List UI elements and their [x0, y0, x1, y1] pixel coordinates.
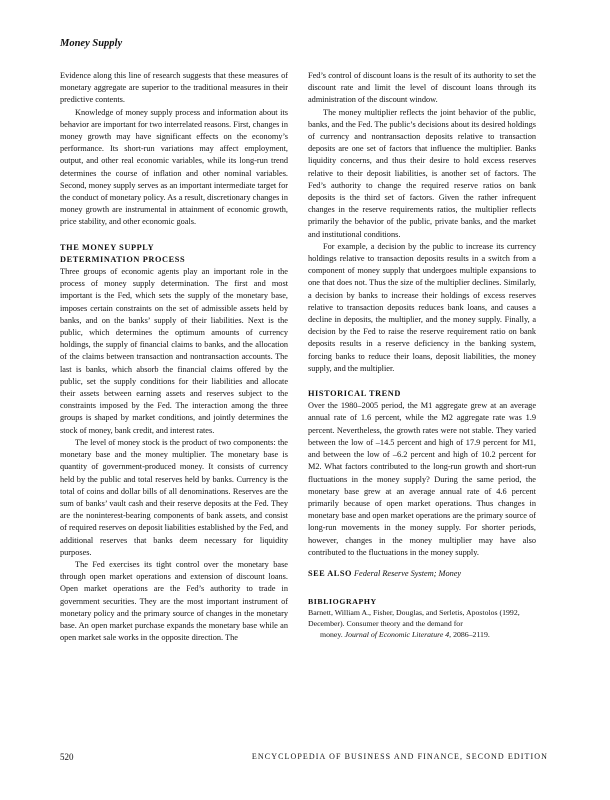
bibliography-entry [308, 607, 536, 640]
continuation-paragraph: Fed’s control of discount loans is the result of its authority to set the discount rate and limit the level of discount loans through its administration of the discount window. [308, 71, 536, 105]
level-paragraph: The level of money stock is the product of two components: the monetary base and the money multiplier. The monetary base is quantity of government-produced money. It consists of currency held by the public and total reserves held by banks. Currency is the total of coins and dollar bills of all denominations. Reserves are the sum of banks’ vault cash and their reserve deposits at the Fed. They are the noninterest-bearing components of bank assets, and consist of required reserves on deposit liabilities established by the Fed, and additional reserves that banks deem necessary for liquidity purposes. [60, 437, 288, 557]
example-paragraph: For example, a decision by the public to increase its currency holdings relative to transaction deposits results in a switch from a component of money supply that undergoes multiple expansions to one that does not. Thus the size of the multiplier declines. Similarly, a decision by banks to increase their holdings of excess reserves relative to transaction deposits reduces bank loans, and causes a decline in deposits, the multiplier, and the money supply. Finally, a decision by the Fed to raise the reserve requirement ratio on bank deposits results in a reserve deficiency in the banking system, forcing banks to reduce their loans, deposit liabilities, the money supply, and the multiplier. [308, 241, 536, 373]
historical-paragraph: Over the 1980–2005 period, the M1 aggregate grew at an average annual rate of 1.6 percent, while the M2 aggregate rate was 1.9 percent. Nevertheless, the growth rates were not stable. They varied between the low of –14.5 percent and high of 17.9 percent for M1, and between the low of –6.2 percent and high of 10.2 percent for M2. What factors contributed to the long-run growth and short-run fluctuations in the money supply? During the same period, the monetary base grew at an average annual rate of 4.6 percent primarily because of open market operations. Thus changes in monetary base and open market operations are the primary source of long-run movements in the money supply. For shorter periods, however, changes in the money multiplier may have also contributed to the fluctuations in the money supply. [308, 401, 536, 557]
section-heading-line1: THE MONEY SUPPLY [60, 242, 155, 252]
bibliography-entry-start: Barnett, William A., Fisher, Douglas, and Serletis, Apostolos (1992, December). Consumer theory and the demand for [308, 608, 520, 629]
bibliography-entry-continuation [308, 629, 536, 640]
see-also-label: SEE ALSO [308, 568, 352, 578]
page-footer [60, 752, 548, 766]
knowledge-paragraph: Knowledge of money supply process and information about its behavior are important for two interrelated reasons. First, changes in money growth may have significant effects on the economy’s performance. Its short-run variations may affect employment, output, and other real economic variables, while its long-run trend determines the course of inflation and other nominal variables. Second, money supply serves as an important intermediate target for the conduct of monetary policy. As a result, discretionary changes in money growth are instrumental in attainment of economic growth, price stability, and other economic goals. [60, 107, 288, 227]
historical-heading: HISTORICAL TREND [308, 389, 401, 399]
book-title: ENCYCLOPEDIA OF BUSINESS AND FINANCE, SECOND EDITION [251, 752, 548, 761]
running-head: Money Supply [60, 38, 123, 49]
page-number: 520 [60, 752, 74, 762]
left-column [60, 70, 288, 644]
bibliography-heading: BIBLIOGRAPHY [308, 597, 377, 607]
right-column [308, 70, 536, 640]
bibliography-journal: Journal of Economic Literature 4, [344, 630, 452, 640]
see-also-links[interactable]: Federal Reserve System; Money [353, 568, 462, 578]
multiplier-paragraph: The money multiplier reflects the joint behavior of the public, banks, and the Fed. The public’s decisions about its desired holdings of currency and nontransaction deposits relative to transaction deposits are one set of factors that influence the multiplier. Banks liquidity concerns, and thus their desire to hold excess reserves relative to their deposit liabilities, is another set of factors. The Fed’s authority to change the required reserve ratios on bank deposits is the third set of factors. Given the rather infrequent changes in the reserve requirements ratios, the multiplier reflects primarily the behavior of the public, private banks, and the market and institutional conditions. [308, 107, 536, 239]
section-heading [60, 242, 288, 266]
fed-paragraph: The Fed exercises its tight control over the monetary base through open market operations and extension of discount loans. Open market operations are the Fed’s authority to trade in government securities. They are the most important instrument of monetary policy and the primary source of changes in the monetary base. An open market purchase expands the monetary base while an open market sale works in the opposite direction. The [60, 559, 288, 643]
section-heading-line2: DETERMINATION PROCESS [60, 254, 186, 264]
bibliography-entry-indent: money. [320, 630, 343, 640]
intro-paragraph: Evidence along this line of research suggests that these measures of monetary aggregate are superior to the traditional measures in their predictive contents. [60, 71, 288, 105]
see-also [308, 568, 536, 580]
bibliography-pages: 2086–2119. [453, 630, 490, 640]
groups-paragraph: Three groups of economic agents play an important role in the process of money supply determination. The first and most important is the Fed, which sets the supply of the monetary base, imposes certain constraints on the set of admissible assets held by banks, and on the banks’ supply of their liabilities. Next is the public, which determines the optimum amounts of currency holdings, the supply of financial claims to banks, and the allocation of the claims between transaction and nontransaction accounts. The last is banks, which absorb the financial claims offered by the public, set the supply conditions for their liabilities and allocate their assets between earning assets and reserves subject to the constraints imposed by the Fed. The interaction among the three groups is shaped by market conditions, and jointly determines the stock of money, bank credit, and interest rates. [60, 267, 288, 435]
